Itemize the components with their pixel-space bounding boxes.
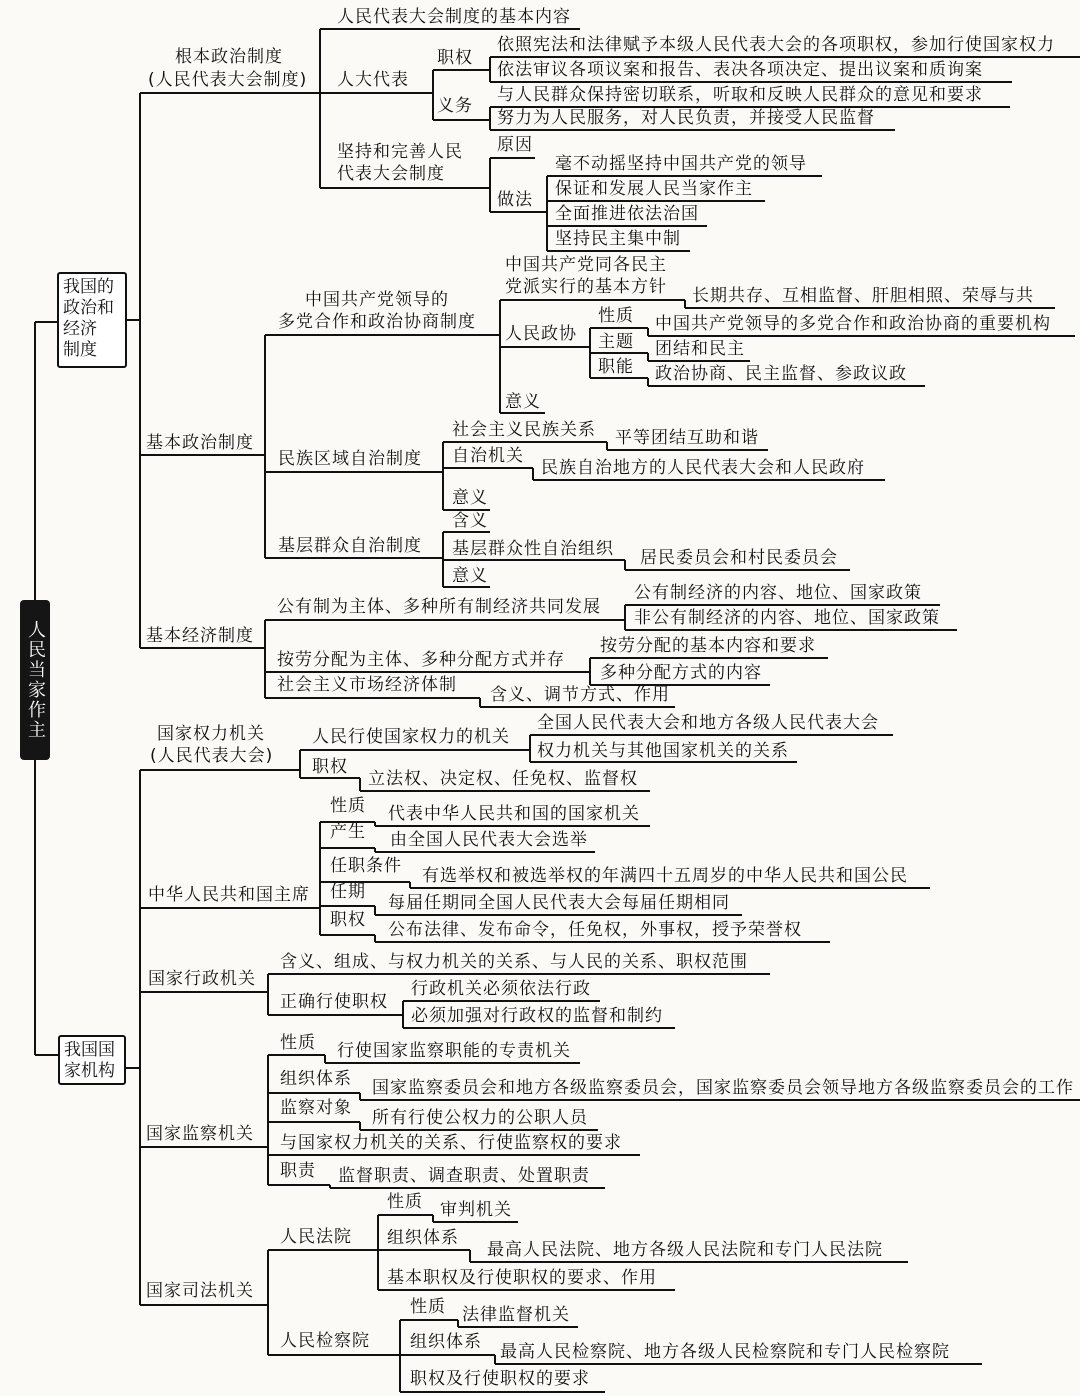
leaf: 基本职权及行使职权的要求、作用 — [387, 1268, 657, 1288]
leaf: 职权及行使职权的要求 — [410, 1369, 590, 1389]
label: 产生 — [330, 822, 366, 842]
label: 性质 — [330, 796, 366, 816]
leaf: 所有行使公权力的公职人员 — [372, 1108, 588, 1128]
leaf: 行政机关必须依法行政 — [411, 979, 591, 999]
leaf: 公布法律、发布命令，任免权，外事权，授予荣誉权 — [388, 920, 802, 940]
leaf: 依法审议各项议案和报告、表决各项决定、提出议案和质询案 — [497, 60, 983, 80]
label-method: 做法 — [497, 190, 533, 210]
node-cppcc: 人民政协 — [505, 324, 577, 344]
leaf: 全国人民代表大会和地方各级人民代表大会 — [537, 713, 879, 733]
node-policy — [505, 254, 667, 298]
leaf: 有选举权和被选举权的年满四十五周岁的中华人民共和国公民 — [422, 866, 908, 886]
node-market: 社会主义市场经济体制 — [277, 675, 457, 695]
label: 意义 — [452, 566, 488, 586]
leaf: 努力为人民服务，对人民负责，并接受人民监督 — [497, 108, 875, 128]
node-grassroots: 基层群众自治制度 — [278, 536, 422, 556]
leaf: 民族自治地方的人民代表大会和人民政府 — [541, 458, 865, 478]
leaf: 坚持民主集中制 — [555, 229, 681, 249]
node-multiparty — [278, 289, 476, 333]
label: 职权 — [312, 757, 348, 777]
node-basic-political: 基本政治制度 — [146, 433, 254, 453]
node-supervisory: 国家监察机关 — [146, 1124, 254, 1144]
leaf: 每届任期同全国人民代表大会每届任期相同 — [388, 893, 730, 913]
node-political-economic — [57, 272, 127, 368]
label: 性质 — [387, 1192, 423, 1212]
label: 含义 — [452, 511, 488, 531]
box-line: 制度 — [63, 340, 97, 360]
leaf: 居民委员会和村民委员会 — [640, 548, 838, 568]
label: 职权 — [330, 910, 366, 930]
label: 意义 — [505, 392, 541, 412]
label: 组织体系 — [387, 1228, 459, 1248]
box-line: 经济 — [63, 319, 97, 339]
label: 任职条件 — [330, 856, 402, 876]
leaf: 权力机关与其他国家机关的关系 — [537, 741, 789, 761]
line: 中国共产党同各民主 — [505, 255, 667, 275]
leaf: 全面推进依法治国 — [555, 204, 699, 224]
node-regional-autonomy: 民族区域自治制度 — [278, 449, 422, 469]
label: 性质 — [280, 1033, 316, 1053]
leaf: 中国共产党领导的多党合作和政治协商的重要机构 — [655, 314, 1051, 334]
leaf: 审判机关 — [440, 1200, 512, 1220]
leaf: 由全国人民代表大会选举 — [390, 830, 588, 850]
label-duties: 义务 — [437, 96, 473, 116]
box-line: 家机构 — [64, 1061, 115, 1081]
label-powers: 职权 — [437, 48, 473, 68]
box-line: 我国的 — [63, 277, 114, 297]
node-ownership: 公有制为主体、多种所有制经济共同发展 — [277, 597, 601, 617]
leaf: 多种分配方式的内容 — [600, 663, 762, 683]
leaf: 长期共存、互相监督、肝胆相照、荣辱与共 — [692, 286, 1034, 306]
label: 性质 — [410, 1297, 446, 1317]
node-state-organs — [58, 1035, 126, 1085]
label: 意义 — [452, 488, 488, 508]
leaf: 政治协商、民主监督、参政议政 — [655, 364, 907, 384]
node-power-organ: 国家权力机关 — [157, 724, 265, 744]
node-administrative: 国家行政机关 — [148, 969, 256, 989]
node-uphold — [337, 141, 463, 185]
line: 多党合作和政治协商制度 — [278, 312, 476, 332]
label: 正确行使职权 — [280, 992, 388, 1012]
label: 组织体系 — [280, 1069, 352, 1089]
label: 主题 — [598, 332, 634, 352]
label: 监察对象 — [280, 1098, 352, 1118]
box-line: 政治和 — [63, 298, 114, 318]
label: 组织体系 — [410, 1332, 482, 1352]
line: 党派实行的基本方针 — [505, 277, 667, 297]
leaf: 最高人民检察院、地方各级人民检察院和专门人民检察院 — [500, 1342, 950, 1362]
node-fundamental: 根本政治制度 — [175, 47, 283, 67]
leaf: 最高人民法院、地方各级人民法院和专门人民法院 — [487, 1240, 883, 1260]
node-fundamental-sub: (人民代表大会制度) — [148, 70, 308, 90]
leaf: 公有制经济的内容、地位、国家政策 — [634, 583, 922, 603]
leaf: 与国家权力机关的关系、行使监察权的要求 — [280, 1133, 622, 1153]
node-court: 人民法院 — [280, 1227, 352, 1247]
node-judicial: 国家司法机关 — [146, 1281, 254, 1301]
label: 职责 — [280, 1161, 316, 1181]
leaf: 与人民群众保持密切联系，听取和反映人民群众的意见和要求 — [497, 85, 983, 105]
line: 代表大会制度 — [337, 164, 445, 184]
leaf: 按劳分配的基本内容和要求 — [600, 636, 816, 656]
root-node: 人民当家作主 — [20, 600, 50, 760]
leaf: 立法权、决定权、任免权、监督权 — [368, 769, 638, 789]
leaf: 必须加强对行政权的监督和制约 — [411, 1006, 663, 1026]
node-basic-content: 人民代表大会制度的基本内容 — [337, 7, 571, 27]
leaf: 国家监察委员会和地方各级监察委员会，国家监察委员会领导地方各级监察委员会的工作 — [372, 1078, 1074, 1098]
leaf: 团结和民主 — [655, 339, 745, 359]
leaf: 代表中华人民共和国的国家机关 — [388, 804, 640, 824]
line: 坚持和完善人民 — [337, 142, 463, 162]
leaf: 平等团结互助和谐 — [615, 428, 759, 448]
leaf: 法律监督机关 — [462, 1305, 570, 1325]
node-procuratorate: 人民检察院 — [280, 1331, 370, 1351]
leaf: 监督职责、调查职责、处置职责 — [338, 1166, 590, 1186]
leaf: 非公有制经济的内容、地位、国家政策 — [634, 608, 940, 628]
leaf: 依照宪法和法律赋予本级人民代表大会的各项职权，参加行使国家权力 — [497, 35, 1055, 55]
node-power-organ-sub: (人民代表大会) — [150, 746, 274, 766]
box-line: 我国国 — [64, 1040, 115, 1060]
leaf: 毫不动摇坚持中国共产党的领导 — [555, 154, 807, 174]
leaf: 行使国家监察职能的专责机关 — [337, 1041, 571, 1061]
node-president: 中华人民共和国主席 — [148, 885, 310, 905]
label: 任期 — [330, 882, 366, 902]
node-deputies: 人大代表 — [337, 70, 409, 90]
label: 自治机关 — [452, 446, 524, 466]
label: 人民行使国家权力的机关 — [312, 727, 510, 747]
label-reason: 原因 — [497, 135, 533, 155]
label: 职能 — [598, 357, 634, 377]
node-basic-economic: 基本经济制度 — [146, 626, 254, 646]
label: 基层群众性自治组织 — [452, 539, 614, 559]
label: 社会主义民族关系 — [452, 420, 596, 440]
leaf: 含义、组成、与权力机关的关系、与人民的关系、职权范围 — [280, 952, 748, 972]
line: 中国共产党领导的 — [305, 290, 449, 310]
leaf: 含义、调节方式、作用 — [490, 685, 670, 705]
node-distribution: 按劳分配为主体、多种分配方式并存 — [277, 650, 565, 670]
label: 性质 — [598, 306, 634, 326]
leaf: 保证和发展人民当家作主 — [555, 179, 753, 199]
